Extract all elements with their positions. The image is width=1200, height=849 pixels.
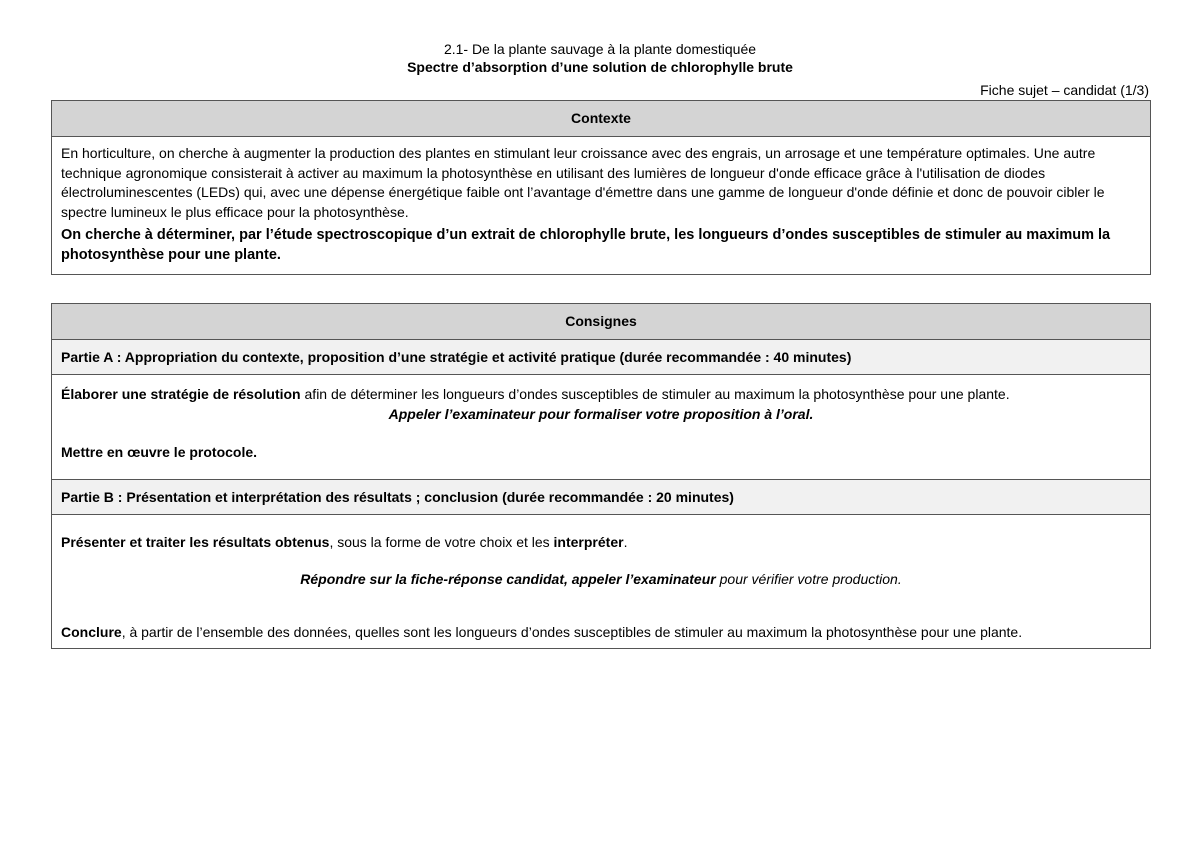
partie-b-content <box>52 515 1150 649</box>
respond-instruction <box>61 570 1141 590</box>
contexte-heading: Contexte <box>52 101 1150 137</box>
interpret-bold-text: interpréter <box>553 533 624 550</box>
document-subtitle: 2.1- De la plante sauvage à la plante domestiquée <box>443 41 757 57</box>
partie-a-content <box>52 375 1150 479</box>
consignes-box <box>51 303 1151 649</box>
partie-b-title: Partie B : Présentation et interprétation des résultats ; conclusion (durée recommandée : 20 minutes) <box>52 479 1150 515</box>
contexte-content <box>52 137 1150 274</box>
respond-bold-text: Répondre sur la fiche-réponse candidat, appeler l’examinateur <box>300 571 716 587</box>
conclude-instruction <box>61 623 1141 643</box>
strategy-text: afin de déterminer les longueurs d’ondes susceptibles de stimuler au maximum la photosynthèse pour une plante. <box>300 386 1010 402</box>
document-title: Spectre d’absorption d’une solution de chlorophylle brute <box>407 59 793 75</box>
conclude-rest-text: , à partir de l’ensemble des données, quelles sont les longueurs d’ondes susceptibles de stimuler au maximum la photosynthèse pour une plante. <box>121 623 1023 640</box>
fiche-label: Fiche sujet – candidat (1/3) <box>980 82 1149 98</box>
present-mid-text: , sous la forme de votre choix et les <box>329 533 554 550</box>
protocol-instruction: Mettre en œuvre le protocole. <box>61 444 258 460</box>
consignes-heading: Consignes <box>52 304 1150 340</box>
present-bold-text: Présenter et traiter les résultats obtenus <box>61 533 330 550</box>
contexte-box <box>51 100 1151 275</box>
respond-rest-text: pour vérifier votre production. <box>715 571 902 587</box>
present-end-text: . <box>623 533 628 550</box>
conclude-bold-text: Conclure <box>61 623 122 640</box>
contexte-paragraph: En horticulture, on cherche à augmenter la production des plantes en stimulant leur croissance avec des engrais, un arrosage et une température optimales. Une autre technique agronomique consisterait à activer au maximum la photosynthèse en utilisant des lumières de longueur d'onde efficace grâce à l'utilisation de diodes électroluminescentes (LEDs) qui, avec une dépense énergétique faible ont l’avantage d'émettre dans une gamme de longueur d'onde définie et donc de pouvoir cibler le spectre lumineux le plus efficace pour la photosynthèse. <box>61 145 1105 220</box>
partie-a-title: Partie A : Appropriation du contexte, proposition d’une stratégie et activité pratique (durée recommandée : 40 minutes) <box>52 340 1150 375</box>
present-instruction <box>61 533 1141 553</box>
strategy-bold-text: Élaborer une stratégie de résolution <box>61 386 301 402</box>
contexte-question: On cherche à déterminer, par l’étude spectroscopique d’un extrait de chlorophylle brute, les longueurs d’ondes susceptibles de stimuler au maximum la photosynthèse pour une plante. <box>61 227 1111 263</box>
call-examiner-instruction: Appeler l’examinateur pour formaliser votre proposition à l’oral. <box>388 405 814 422</box>
partie-a-strategy <box>61 385 1141 405</box>
